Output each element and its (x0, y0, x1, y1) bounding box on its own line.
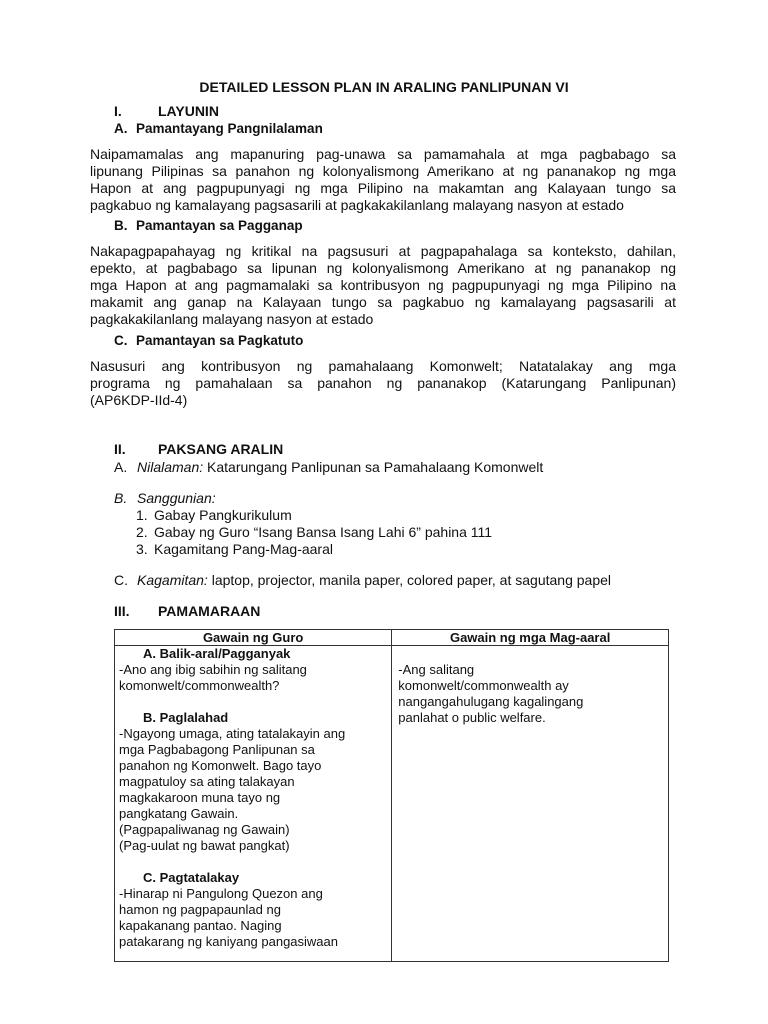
paragraph-line: Nasusuri ang kontribusyon ng pamahalaang Komonwelt; Natatalakay ang mga (90, 358, 676, 374)
step-b-heading: B. Paglalahad (143, 710, 229, 725)
item-c-label: C. (114, 572, 128, 588)
cell-line: komonwelt/commonwealth ay (398, 678, 569, 693)
paragraph-line: Hapon at ang pagpupunyagi ng mga Pilipino na makamtan ang Kalayaan tungo sa (90, 180, 676, 196)
item-b-label: B. (114, 490, 128, 506)
list-number: 1. (136, 507, 148, 523)
subsection-1c-title: Pamantayan sa Pagkatuto (136, 333, 304, 348)
spacer (119, 854, 391, 870)
subsection-1c-heading (114, 333, 303, 348)
subsection-1c-paragraph (90, 358, 676, 409)
subsection-1b-paragraph (90, 243, 676, 328)
procedure-table (114, 629, 669, 962)
table-header-row (115, 630, 669, 646)
section-2-title: PAKSANG ARALIN (158, 441, 284, 457)
cell-line: panlahat o public welfare. (398, 710, 546, 725)
subsection-1b-heading (114, 218, 303, 233)
section-2-number: II. (114, 441, 126, 457)
document-title: DETAILED LESSON PLAN IN ARALING PANLIPUNAN VI (199, 79, 569, 95)
cell-line: -Ano ang ibig sabihin ng salitang (119, 662, 307, 677)
cell-line: (Pag-uulat ng bawat pangkat) (119, 838, 290, 853)
subsection-1a-title: Pamantayang Pangnilalaman (136, 121, 323, 136)
references-key: Sanggunian: (137, 490, 216, 506)
column-header-students: Gawain ng mga Mag-aaral (392, 630, 669, 646)
cell-line: magpatuloy sa ating talakayan (119, 774, 295, 789)
cell-line: nangangahulugang kagalingang (398, 694, 584, 709)
table-row (115, 646, 669, 962)
cell-line: kapakanang pantao. Naging (119, 918, 282, 933)
cell-line: -Hinarap ni Pangulong Quezon ang (119, 886, 323, 901)
subsection-1b-title: Pamantayan sa Pagganap (136, 218, 303, 233)
paragraph-line: mga Hapon at ang pagmamalaki sa kontribusyon ng pagpupunyagi ng mga Pilipino na (90, 277, 676, 293)
cell-line: hamon ng pagpapaunlad ng (119, 902, 281, 917)
list-text: Gabay Pangkurikulum (154, 507, 292, 523)
section-1-number: I. (114, 103, 122, 119)
materials-value: laptop, projector, manila paper, colored paper, at sagutang papel (207, 572, 611, 588)
spacer (119, 694, 391, 710)
cell-line: (Pagpapaliwanag ng Gawain) (119, 822, 290, 837)
subsection-1a-label: A. (114, 121, 128, 136)
references-row (114, 490, 216, 506)
cell-line: patakarang ng kaniyang pangasiwaan (119, 934, 339, 949)
step-c-heading: C. Pagtatalakay (143, 870, 240, 885)
subsection-1a-heading (114, 121, 323, 136)
list-item (136, 507, 492, 524)
column-header-teacher: Gawain ng Guro (115, 630, 392, 646)
paragraph-line: pagkakakilanlang malayang nasyon at estado (90, 311, 374, 327)
cell-line: komonwelt/commonwealth? (119, 678, 280, 693)
section-3-number: III. (114, 603, 130, 619)
cell-line: -Ngayong umaga, ating tatalakayin ang (119, 726, 346, 741)
section-2-heading (114, 441, 283, 457)
list-text: Gabay ng Guro “Isang Bansa Isang Lahi 6” pahina 111 (154, 524, 493, 540)
section-3-title: PAMAMARAAN (158, 603, 261, 619)
subsection-1a-paragraph (90, 146, 676, 214)
content-key: Nilalaman: (137, 459, 204, 475)
list-item (136, 541, 492, 558)
list-number: 2. (136, 524, 148, 540)
cell-line: -Ang salitang (398, 662, 475, 677)
paragraph-line: epekto, at pagbabago sa lipunan ng kolonyalismong Amerikano at ng pananakop ng (90, 260, 676, 276)
student-activity-cell (392, 646, 669, 962)
teacher-activity-cell (115, 646, 392, 962)
list-text: Kagamitang Pang-Mag-aaral (154, 541, 333, 557)
list-number: 3. (136, 541, 148, 557)
paragraph-line: (AP6KDP-IId-4) (90, 392, 188, 408)
section-1-heading (114, 103, 219, 119)
paragraph-line: Naipamamalas ang mapanuring pag-unawa sa pamamahala at mga pagbabago sa (90, 146, 676, 162)
step-a-heading: A. Balik-aral/Pagganyak (143, 646, 291, 661)
references-list (136, 507, 492, 558)
content-value: Katarungang Panlipunan sa Pamahalaang Komonwelt (203, 459, 544, 475)
subsection-1c-label: C. (114, 333, 128, 348)
list-item (136, 524, 492, 541)
cell-line: magkakaroon muna tayo ng (119, 790, 281, 805)
section-1-title: LAYUNIN (158, 103, 219, 119)
cell-line: mga Pagbabagong Panlipunan sa (119, 742, 315, 757)
materials-row (114, 572, 611, 588)
item-a-label: A. (114, 459, 128, 475)
cell-line: panahon ng Komonwelt. Bago tayo (119, 758, 322, 773)
paragraph-line: pagkabuo ng kamalayang pagsasarili at pagkakakilanlang malayang nasyon at estado (90, 197, 624, 213)
section-3-heading (114, 603, 260, 619)
paragraph-line: makamit ang ganap na Kalayaan tungo sa pagkabuo ng kamalayang pagsasarili at (90, 294, 676, 310)
paragraph-line: Nakapagpapahayag ng kritikal na pagsusuri at pagpapahalaga sa konteksto, dahilan, (90, 243, 676, 259)
materials-key: Kagamitan: (137, 572, 208, 588)
paragraph-line: lipunang Pilipinas sa panahon ng kolonyalismong Amerikano at ng pananakop ng mga (90, 163, 676, 179)
materials-content-row (114, 459, 543, 475)
cell-line: pangkatang Gawain. (119, 806, 239, 821)
subsection-1b-label: B. (114, 218, 128, 233)
paragraph-line: programa ng pamahalaan sa panahon ng pananakop (Katarungang Panlipunan) (90, 375, 676, 391)
